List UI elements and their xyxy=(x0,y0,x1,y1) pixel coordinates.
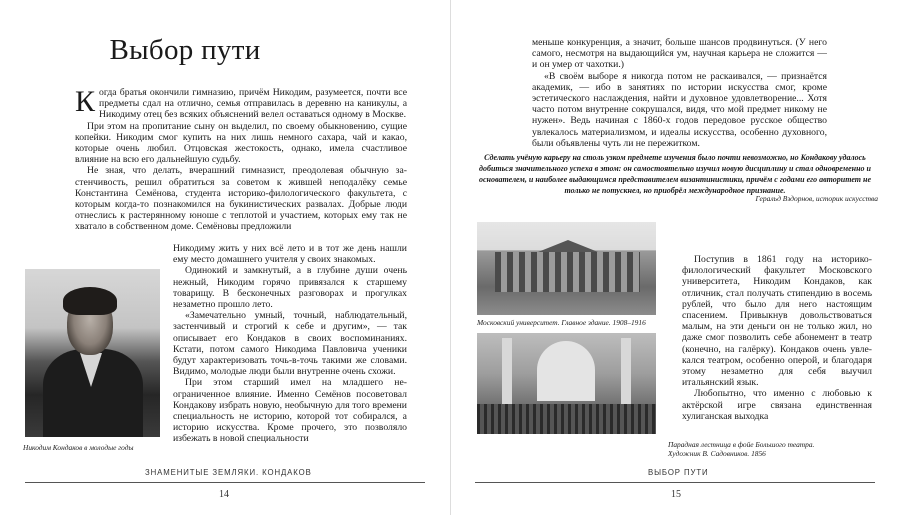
paragraph-university xyxy=(682,254,872,388)
left-body-column xyxy=(173,243,407,445)
right-body-column xyxy=(682,254,872,422)
page-number-left: 14 xyxy=(219,489,229,500)
paragraph-attachment xyxy=(173,265,407,310)
paragraph-allowance xyxy=(75,121,407,166)
chapter-title: Выбор пути xyxy=(109,34,261,66)
drop-cap: К xyxy=(75,85,96,118)
university-photo xyxy=(477,222,656,315)
paragraph-allowance-text: При этом на пропитание сыну он выделил, по своему обыкновению, сущие копейки. Никодим смог купить на них лишь немного сахара, чай и какао, которые очень любил. Отцовская жестокость, однако, имела счастливое влияние на всю его дальнейшую судьбу. xyxy=(75,120,407,166)
paragraph-theatre xyxy=(682,388,872,422)
portrait-photo xyxy=(25,269,160,437)
paragraph-theatre-text: Любопытно, что именно с любовью к актёрской игре связана единственная хулиганская выходка xyxy=(682,388,872,422)
theatre-painting xyxy=(477,333,656,434)
theatre-caption-line-2: Художник В. Садовников. 1856 xyxy=(668,449,766,458)
left-body-top xyxy=(75,87,407,233)
page-number-right: 15 xyxy=(671,489,681,500)
paragraph-summer: Никодиму жить у них всё лето и в тот же день нашли ему место домашнего учителя у своих знакомых. xyxy=(173,243,407,266)
pull-quote-author: Геральд Вздорнов, историк искусства xyxy=(755,194,878,203)
paragraph-influence xyxy=(173,377,407,444)
pull-quote: Сделать учёную карьеру на столь узком предмете изучения было почти невозможно, но Кондакову удалось добиться значительного успеха в этом: он самостоятельно изучил новую дисциплину и стал одновременно и основателем, и наиболее выдающимся представителем византинистики, причём с годами его авторитет не только не потускнел, но приобрёл международное признание. xyxy=(478,153,872,195)
paragraph-semenov xyxy=(75,165,407,232)
paragraph-competition: меньше конкуренция, а значит, больше шансов продвинуться. (У него самого, несмотря на выдающийся ум, научная карьера не сложится — и он умер от чахотки.) xyxy=(532,37,827,71)
intro-paragraph xyxy=(75,87,407,121)
paragraph-university-text: Поступив в 1861 году на историко-филологический факультет Московского университета, Никодим Кондаков, как отличник, стал получать стипендию в восемь рублей, что было для него настоящим спасением. Привыкнув довольствоваться малым, на эти деньги он не только жил, но даже смог позволить себе абонемент в театр (конечно, на галёрку). Кондаков очень увлекался театром, особенно оперой, и благодаря этому незаметно для себя выучил итальянский язык. xyxy=(682,254,872,389)
intro-text: огда братья окончили гимназию, причём Никодим, разумеется, почти все предметы сдал на отлично, семья отправилась в деревню на каникулы, а Никодиму отец без всяких объяснений велел оставаться одному в Москве. xyxy=(99,87,407,121)
paragraph-influence-text: При этом старший имел на младшего неограниченное влияние. Именно Семёнов посоветовал Кондакову избрать новую, необычную для того времени специальность не историю, которой тот собирался, а историю искусства. Кроме прочего, это позволяло избежать в новой специальности xyxy=(173,377,407,445)
university-caption: Московский университет. Главное здание. 1908–1916 xyxy=(477,318,646,327)
right-body-top xyxy=(532,37,827,149)
footer-rule-right xyxy=(475,482,875,483)
theatre-caption xyxy=(668,440,868,458)
footer-rule-left xyxy=(25,482,425,483)
paragraph-quote-semenov-text: «Замечательно умный, точный, наблюдательный, застенчивый и строгий к себе и другим», — так описывает его Кондаков в своих воспоминаниях. Кстати, потом самого Никодима Павловича ученики будут характеризовать точь-в-точь такими же словами. Видимо, молодые люди были внутренне очень схожи. xyxy=(173,310,407,378)
paragraph-academic-quote xyxy=(532,71,827,149)
paragraph-quote-semenov xyxy=(173,310,407,377)
paragraph-academic-quote-text: «В своём выборе я никогда потом не раскаивался, — признаётся академик, — ибо в занятиях по истории искусства смог, кроме эстетического наслаждения, найти и духовное удовлетворение... Хотя часто потом внутренне сокрушался, видя, что мой предмет никому не нужен». Ведь начиная с 1860-х годов передовое русское общество увлекалось материализмом, и идеалы искусства, особенно духовного, были объявлены чуть ли не пережитком. xyxy=(532,70,827,149)
theatre-caption-line-1: Парадная лестница в фойе Большого театра. xyxy=(668,440,815,449)
running-head-right: ВЫБОР ПУТИ xyxy=(648,468,709,477)
paragraph-attachment-text: Одинокий и замкнутый, а в глубине души очень нежный, Никодим горячо привязался к старшему товарищу. В бесконечных разговорах и прогулках незаметно прошло лето. xyxy=(173,265,407,311)
running-head-left: ЗНАМЕНИТЫЕ ЗЕМЛЯКИ. КОНДАКОВ xyxy=(145,468,312,477)
right-page xyxy=(450,0,900,515)
paragraph-semenov-text: Не зная, что делать, вчерашний гимназист, преодолевая обычную застенчивость, решил обратиться за советом к жившей неподалёку семье Константина Семёнова, студента историко-филологического факультета, с которым когда-то познакомился на букинистических развалах. Добрые люди отнеслись к растерянному юноше с теплотой и участием, которых ему так не хватало в собственном доме. Семёновы предложили xyxy=(75,165,407,233)
portrait-caption: Никодим Кондаков в молодые годы xyxy=(23,443,134,452)
